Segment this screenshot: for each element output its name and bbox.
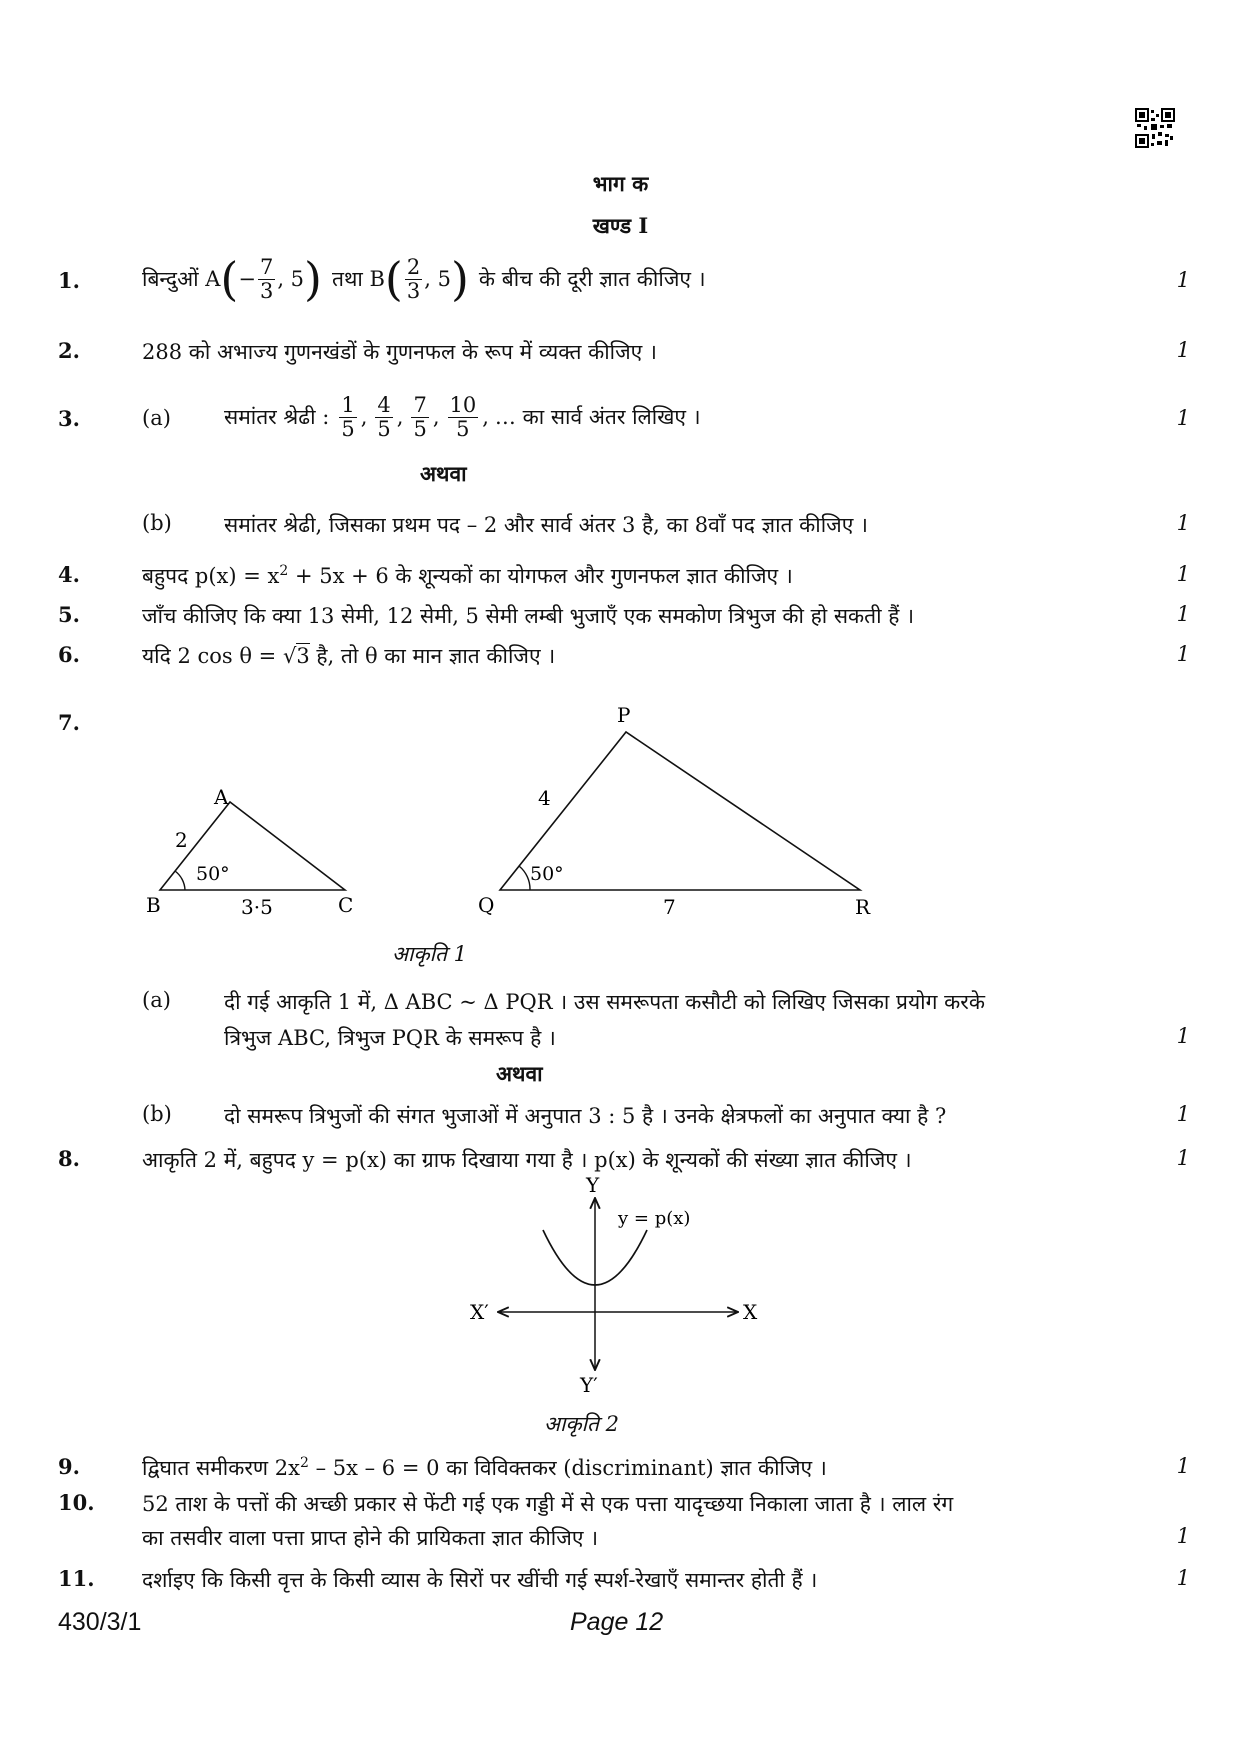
q1-pre: बिन्दुओं A	[142, 267, 221, 291]
question-number: 2.	[58, 338, 80, 363]
figure-2-caption: आकृति 2	[544, 1412, 620, 1436]
question-number: 9.	[58, 1454, 80, 1479]
marks: 1	[1176, 338, 1190, 362]
curve-label: y = p(x)	[618, 1208, 691, 1229]
fraction: $\frac{10}{5}$	[449, 393, 477, 441]
vertex-c-label: C	[338, 893, 354, 917]
marks: 1	[1176, 1454, 1190, 1478]
question-9-text: द्विघात समीकरण $2x^2 - 5x - 6 = 0$ का विविक्तकर (discriminant) ज्ञात कीजिए ।	[142, 1455, 827, 1480]
triangle-abc	[160, 802, 345, 890]
x-negative-label: X′	[470, 1300, 489, 1324]
fraction: $\frac{4}{5}$	[377, 393, 391, 441]
option-label: (b)	[142, 511, 172, 535]
question-7a-line1: दी गई आकृति 1 में, Δ ABC ~ Δ PQR । उस समरूपता कसौटी को लिखिए जिसका प्रयोग करके	[224, 990, 985, 1014]
vertex-q-label: Q	[478, 893, 495, 917]
question-3b-text: समांतर श्रेढी, जिसका प्रथम पद – 2 और सार्व अंतर 3 है, का 8वाँ पद ज्ञात कीजिए ।	[224, 513, 869, 537]
side-pq-label: 4	[538, 786, 551, 810]
question-11-text: दर्शाइए कि किसी वृत्त के किसी व्यास के सिरों पर खींची गई स्पर्श-रेखाएँ समान्तर होती हैं ।	[142, 1568, 818, 1592]
vertex-a-label: A	[214, 785, 229, 809]
angle-arc-b	[175, 871, 185, 890]
q1-post: के बीच की दूरी ज्ञात कीजिए ।	[478, 267, 706, 291]
question-3a-text: समांतर श्रेढी : $\frac{1}{5}$ , $\frac{4}{5}$ , $\frac{7}{5}$ , $\frac{10}{5}$ , … का सार्व अंतर लिखिए ।	[224, 393, 701, 441]
angle-arc-q	[519, 866, 530, 890]
question-number: 5.	[58, 602, 80, 627]
question-number: 1.	[58, 268, 80, 293]
option-label: (a)	[142, 988, 171, 1012]
marks: 1	[1176, 406, 1190, 430]
question-number: 3.	[58, 406, 80, 431]
section-heading: खण्ड I	[592, 213, 649, 238]
part-heading: भाग क	[592, 171, 649, 196]
or-separator: अथवा	[420, 461, 467, 486]
marks: 1	[1176, 511, 1190, 535]
question-6-text: यदि 2 cos θ = √3 है, तो θ का मान ज्ञात कीजिए ।	[142, 644, 556, 668]
fraction: $\frac{1}{5}$	[341, 393, 355, 441]
question-number: 8.	[58, 1146, 80, 1171]
vertex-r-label: R	[855, 895, 871, 919]
option-label: (b)	[142, 1102, 172, 1126]
side-ab-label: 2	[175, 828, 188, 852]
vertex-b-label: B	[146, 893, 161, 917]
y-axis-label: Y	[586, 1173, 600, 1197]
paper-code: 430/3/1	[58, 1608, 142, 1636]
side-bc-label: 3·5	[241, 895, 273, 919]
angle-q-label: 50°	[530, 863, 564, 885]
question-1-text: बिन्दुओं A ( − $\frac{7}{3}$ , 5 ) तथा B ( $\frac{2}{3}$ , 5 ) के बीच की दूरी ज्ञात कीजिए ।	[142, 252, 706, 306]
figure-1-triangles	[0, 700, 1241, 920]
sqrt-symbol: √	[282, 644, 297, 668]
question-7a-line2: त्रिभुज ABC, त्रिभुज PQR के समरूप है ।	[224, 1026, 556, 1050]
question-8-text: आकृति 2 में, बहुपद y = p(x) का ग्राफ दिखाया गया है । p(x) के शून्यकों की संख्या ज्ञात कीजिए ।	[142, 1148, 912, 1172]
marks: 1	[1176, 1102, 1190, 1126]
question-number: 6.	[58, 642, 80, 667]
question-4-text: बहुपद $p(x) = x^2 + 5x + 6$ के शून्यकों का योगफल और गुणनफल ज्ञात कीजिए ।	[142, 563, 793, 588]
question-number: 10.	[58, 1490, 95, 1515]
figure-2-graph	[460, 1170, 780, 1402]
question-number: 4.	[58, 562, 80, 587]
fraction: $\frac{7}{5}$	[413, 393, 427, 441]
x-axis-label: X	[743, 1300, 758, 1324]
y-negative-label: Y′	[580, 1373, 598, 1397]
marks: 1	[1176, 1146, 1190, 1170]
option-label: (a)	[142, 406, 171, 430]
side-qr-label: 7	[663, 895, 676, 919]
marks: 1	[1176, 602, 1190, 626]
question-number: 7.	[58, 710, 80, 735]
marks: 1	[1176, 1024, 1190, 1048]
fraction: $\frac{2}{3}$	[406, 255, 421, 303]
marks: 1	[1176, 642, 1190, 666]
marks: 1	[1176, 1524, 1190, 1548]
question-7b-text: दो समरूप त्रिभुजों की संगत भुजाओं में अनुपात 3 : 5 है । उनके क्षेत्रफलों का अनुपात क्या है ?	[224, 1104, 947, 1128]
vertex-p-label: P	[617, 703, 631, 727]
question-number: 11.	[58, 1566, 95, 1591]
marks: 1	[1176, 562, 1190, 586]
question-5-text: जाँच कीजिए कि क्या 13 सेमी, 12 सेमी, 5 सेमी लम्बी भुजाएँ एक समकोण त्रिभुज की हो सकती हैं ।	[142, 604, 915, 628]
fraction: $\frac{7}{3}$	[259, 255, 274, 303]
qr-code-icon	[1135, 108, 1175, 148]
q1-mid: तथा B	[331, 267, 385, 291]
marks: 1	[1176, 1566, 1190, 1590]
question-2-text: 288 को अभाज्य गुणनखंडों के गुणनफल के रूप में व्यक्त कीजिए ।	[142, 340, 657, 364]
or-separator: अथवा	[496, 1061, 543, 1086]
figure-1-caption: आकृति 1	[392, 942, 468, 966]
question-10-line2: का तसवीर वाला पत्ता प्राप्त होने की प्रायिकता ज्ञात कीजिए ।	[142, 1526, 599, 1550]
page-number: Page 12	[570, 1608, 664, 1636]
angle-b-label: 50°	[196, 863, 230, 885]
question-10-line1: 52 ताश के पत्तों की अच्छी प्रकार से फेंटी गई एक गड्डी में से एक पत्ता यादृच्छया निकाला जाता है । लाल रंग	[142, 1492, 954, 1516]
marks: 1	[1176, 268, 1190, 292]
